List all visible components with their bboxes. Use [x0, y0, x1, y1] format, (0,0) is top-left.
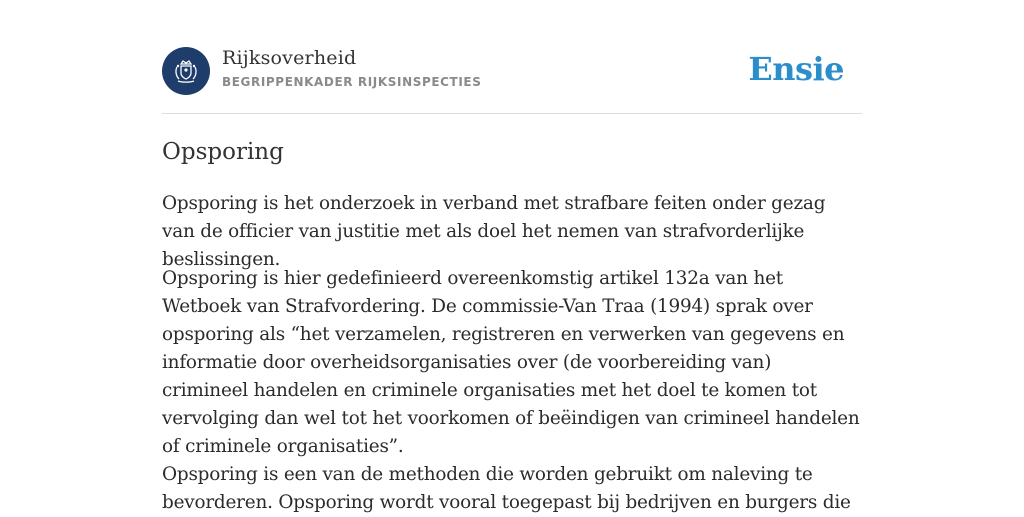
- org-name: Rijksoverheid: [222, 47, 357, 69]
- context-paragraph: Opsporing is een van de methoden die worden gebruikt om naleving te bevorderen. Opsporing wordt vooral toegepast bij bedrijven en burgers die: [162, 464, 851, 513]
- site-logo-link[interactable]: Ensie: [748, 50, 844, 88]
- header: [162, 0, 862, 114]
- coat-of-arms-svg: [170, 55, 202, 87]
- org-subtitle: BEGRIPPENKADER RIJKSINSPECTIES: [222, 75, 482, 89]
- brand-block: [222, 45, 481, 91]
- coat-of-arms-icon[interactable]: [162, 47, 210, 95]
- page: [162, 0, 862, 513]
- page-title: Opsporing: [162, 139, 284, 165]
- definition-paragraph: Opsporing is het onderzoek in verband met strafbare feiten onder gezag van de officier van justitie met als doel het nemen van strafvorderlijke beslissingen.: [162, 193, 826, 270]
- explanation-paragraph: Opsporing is hier gedefinieerd overeenkomstig artikel 132a van het Wetboek van Strafvordering. De commissie-Van Traa (1994) sprak over opsporing als “het verzamelen, registreren en verwerken van gegevens en informatie door overheidsorganisaties over (de voorbereiding van) crimineel handelen en criminele organisaties met het doel te komen tot vervolging dan wel tot het voorkomen of beëindigen van crimineel handelen of criminele organisaties”.: [162, 268, 860, 457]
